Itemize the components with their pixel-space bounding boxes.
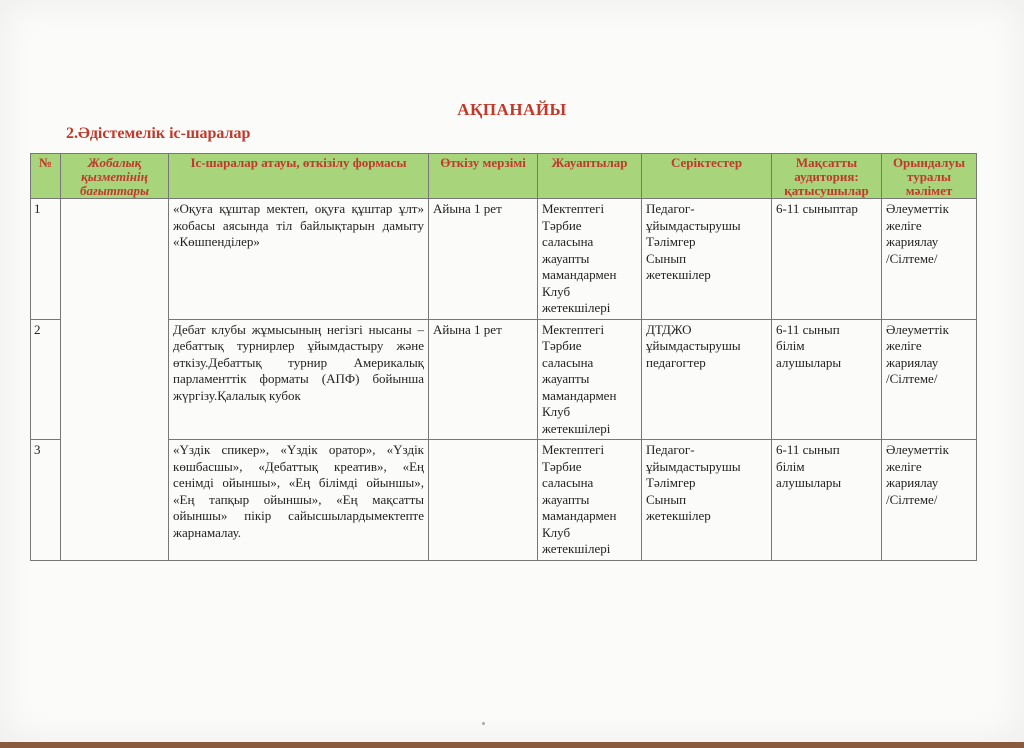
header-event: Іс-шаралар атауы, өткізілу формасы xyxy=(169,154,429,199)
header-num: № xyxy=(31,154,61,199)
header-partners: Серіктестер xyxy=(642,154,772,199)
partners-line: ДТДЖО xyxy=(646,321,692,337)
row-number: 3 xyxy=(31,440,61,561)
header-audience: Мақсатты аудитория: қатысушылар xyxy=(772,154,882,199)
responsible-line: Тәрбие xyxy=(542,217,582,233)
header-responsible: Жауаптылар xyxy=(538,154,642,199)
table-row xyxy=(31,319,977,440)
status-line: /Сілтеме/ xyxy=(886,371,938,386)
responsible-line: жауапты xyxy=(542,491,590,507)
partners-line: педагогтер xyxy=(646,354,706,370)
audience-cell xyxy=(772,199,882,320)
responsible-line: Клуб xyxy=(542,404,571,419)
partners-cell xyxy=(642,199,772,320)
partners-cell xyxy=(642,319,772,440)
responsible-line: саласына xyxy=(542,475,594,490)
responsible-line: жетекшілері xyxy=(542,420,611,436)
responsible-line: Клуб xyxy=(542,283,571,299)
partners-line: Педагог- xyxy=(646,442,695,457)
partners-line: жетекшілер xyxy=(646,267,711,282)
events-table xyxy=(30,153,977,561)
audience-line: 6-11 сынып xyxy=(776,321,840,337)
header-status: Орындалуы туралы мәлімет xyxy=(882,154,977,199)
header-direction: Жобалық қызметінің бағыттары xyxy=(61,154,169,199)
header-period: Өткізу мерзімі xyxy=(429,154,538,199)
status-line: /Сілтеме/ xyxy=(886,250,938,266)
partners-line: Сынып xyxy=(646,250,687,266)
status-line: Әлеуметтік xyxy=(886,201,949,216)
responsible-line: жауапты xyxy=(542,250,590,266)
audience-line: білім xyxy=(776,338,805,353)
table-row xyxy=(31,199,977,320)
responsible-line: саласына xyxy=(542,234,594,249)
audience-cell xyxy=(772,440,882,561)
table-row xyxy=(31,440,977,561)
responsible-line: жетекшілері xyxy=(542,541,611,556)
row-number: 1 xyxy=(31,199,61,320)
responsible-line: Мектептегі xyxy=(542,321,605,337)
partners-line: жетекшілер xyxy=(646,508,711,523)
status-line: жариялау xyxy=(886,475,939,490)
status-cell xyxy=(882,319,977,440)
status-line: /Сілтеме/ xyxy=(886,491,938,507)
event-cell: Дебат клубы жұмысының негізгі нысаны – дебаттық турнирлер ұйымдастыру және өткізу.Дебаттық турнир Америкалық парламенттік форматы (АПФ) бойынша жүргізу.Қалалық кубок xyxy=(169,319,429,440)
period-cell xyxy=(429,440,538,561)
partners-cell xyxy=(642,440,772,561)
page-mark xyxy=(482,722,485,725)
partners-line: Тәлімгер xyxy=(646,234,696,249)
partners-line: Тәлімгер xyxy=(646,475,696,490)
audience-line: алушылары xyxy=(776,354,842,370)
period-cell: Айына 1 рет xyxy=(429,319,538,440)
responsible-line: Тәрбие xyxy=(542,458,582,474)
table-header-row xyxy=(31,154,977,199)
responsible-line: саласына xyxy=(542,354,594,370)
responsible-cell xyxy=(538,440,642,561)
partners-line: Педагог- xyxy=(646,201,695,216)
responsible-line: Мектептегі xyxy=(542,442,605,457)
direction-cell xyxy=(61,199,169,561)
partners-line: ұйымдастырушы xyxy=(646,217,741,233)
responsible-cell xyxy=(538,199,642,320)
status-line: Әлеуметтік xyxy=(886,321,949,337)
status-line: Әлеуметтік xyxy=(886,442,949,457)
partners-line: ұйымдастырушы xyxy=(646,338,741,353)
document-title: АҚПАНАЙЫ xyxy=(457,100,567,119)
responsible-line: мамандармен xyxy=(542,387,617,403)
row-number: 2 xyxy=(31,319,61,440)
responsible-line: Клуб xyxy=(542,524,571,540)
partners-line: Сынып xyxy=(646,491,687,507)
responsible-line: Мектептегі xyxy=(542,201,605,216)
status-line: желіге xyxy=(886,458,922,474)
audience-line: білім xyxy=(776,458,805,474)
section-title: 2.Әдістемелік іс-шаралар xyxy=(66,125,251,142)
status-line: желіге xyxy=(886,338,922,353)
status-line: желіге xyxy=(886,217,922,233)
event-cell: «Үздік спикер», «Үздік оратор», «Үздік көшбасшы», «Дебаттық креатив», «Ең сенімді ойыншы», «Ең білімді ойыншы», «Ең тапқыр ойыншы», «Ең мақсатты ойыншы» пікір сайысшылардымектепте жарнамалау. xyxy=(169,440,429,561)
responsible-cell xyxy=(538,319,642,440)
responsible-line: мамандармен xyxy=(542,267,617,282)
responsible-line: жетекшілері xyxy=(542,300,611,315)
status-cell xyxy=(882,199,977,320)
responsible-line: мамандармен xyxy=(542,508,617,523)
responsible-line: жауапты xyxy=(542,371,590,386)
status-line: жариялау xyxy=(886,234,939,249)
status-cell xyxy=(882,440,977,561)
period-cell: Айына 1 рет xyxy=(429,199,538,320)
status-line: жариялау xyxy=(886,354,939,370)
audience-line: 6-11 сыныптар xyxy=(776,201,858,216)
audience-line: 6-11 сынып xyxy=(776,442,840,457)
partners-line: ұйымдастырушы xyxy=(646,458,741,474)
responsible-line: Тәрбие xyxy=(542,338,582,353)
audience-line: алушылары xyxy=(776,475,842,490)
audience-cell xyxy=(772,319,882,440)
event-cell: «Оқуға құштар мектеп, оқуға құштар ұлт» жобасы аясында тіл байлықтарын дамыту «Көшпенділер» xyxy=(169,199,429,320)
